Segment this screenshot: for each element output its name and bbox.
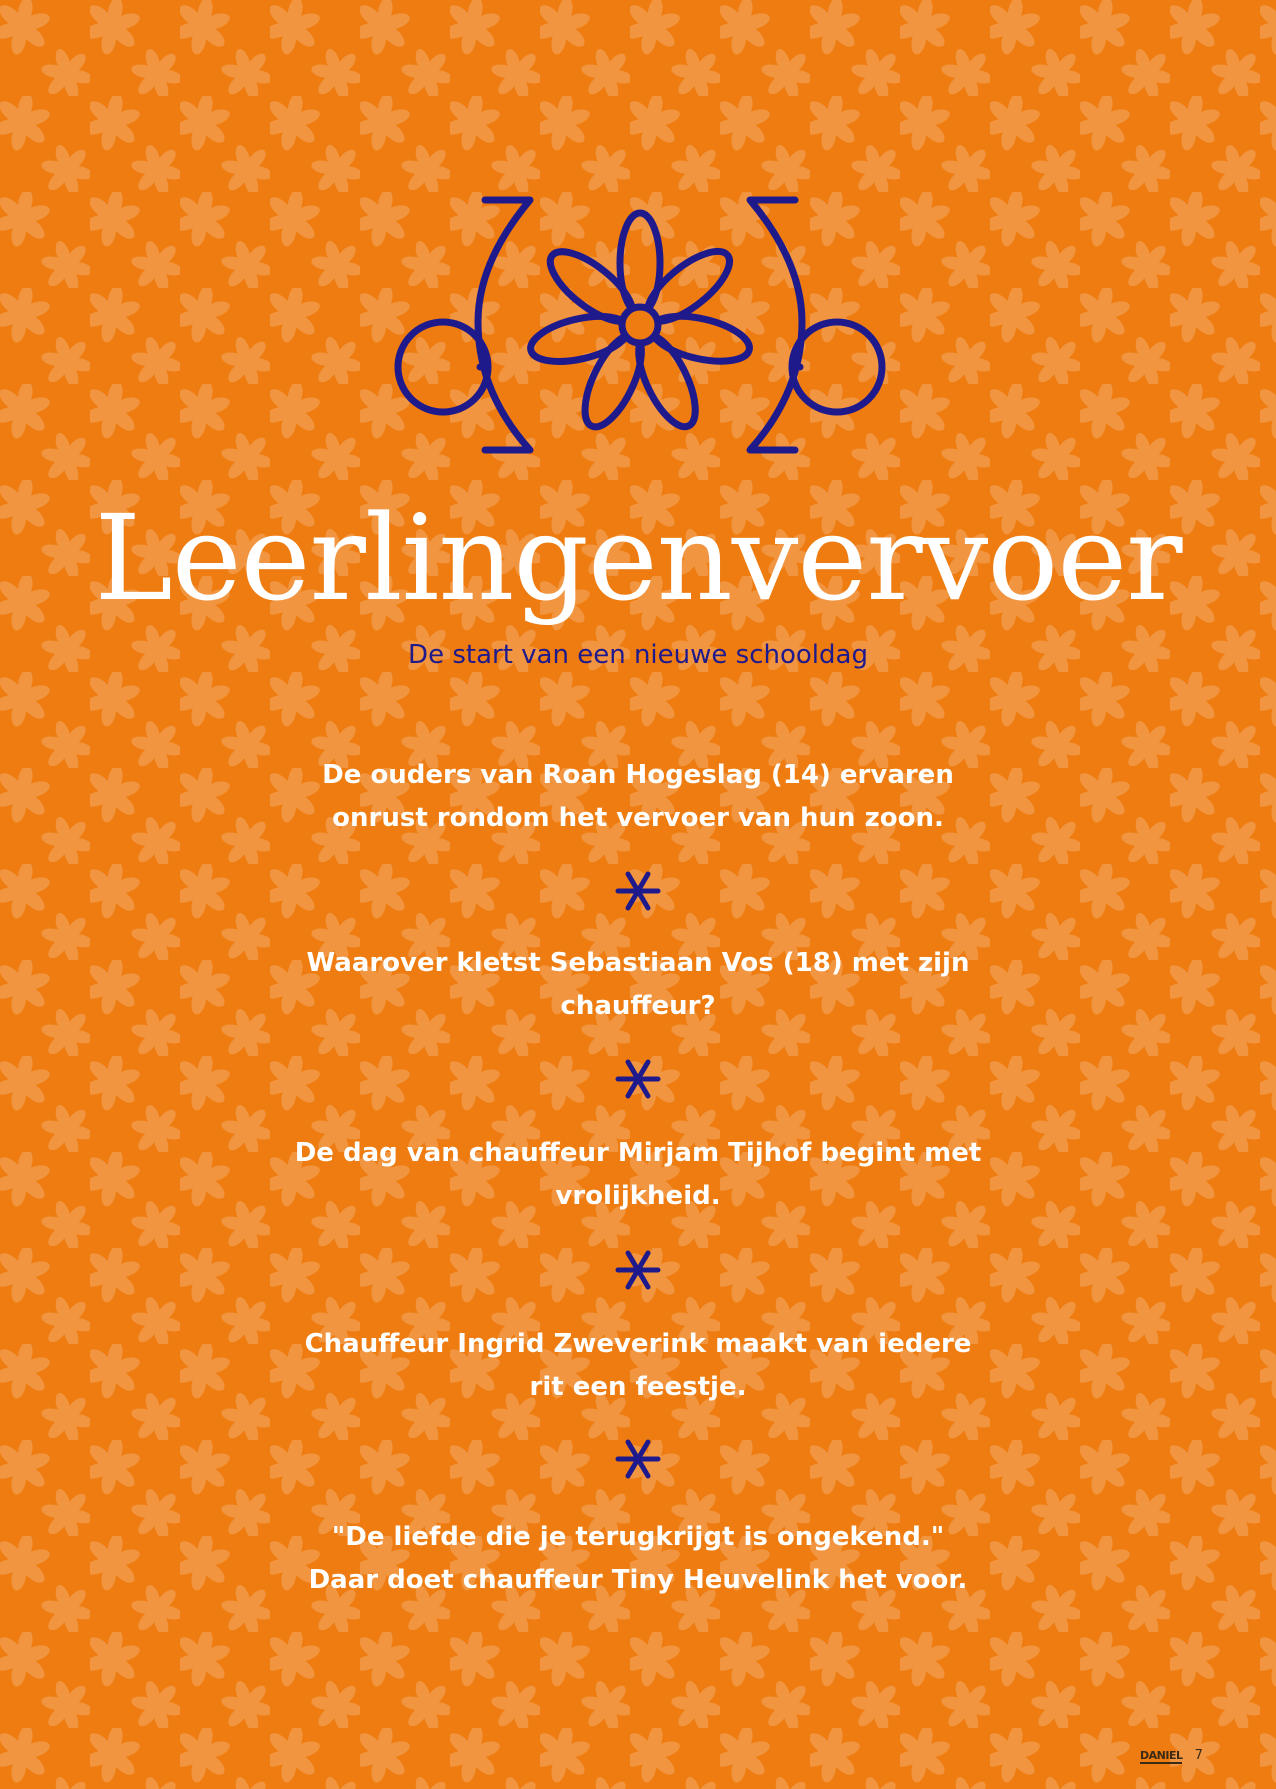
story-teaser-4 (238, 1323, 1038, 1409)
story-line: rit een feestje. (529, 1372, 747, 1402)
story-teaser-5 (238, 1516, 1038, 1602)
page-footer (1140, 1748, 1203, 1763)
story-line: Chauffeur Ingrid Zweverink maakt van iedere (304, 1329, 972, 1359)
page-title: Leerlingenvervoer (94, 489, 1182, 627)
magazine-brand: DANIEL (1140, 1749, 1183, 1762)
story-line: "De liefde die je terugkrijgt is ongekend." (331, 1522, 945, 1552)
story-teaser-1 (238, 754, 1038, 840)
asterisk-flower-icon (611, 1434, 665, 1484)
page-number: 7 (1194, 1748, 1203, 1763)
story-line: chauffeur? (560, 991, 716, 1021)
asterisk-flower-icon (611, 1054, 665, 1104)
page-subtitle: De start van een nieuwe schooldag (408, 640, 868, 670)
story-line: Daar doet chauffeur Tiny Heuvelink het voor. (308, 1565, 968, 1595)
story-line: De dag van chauffeur Mirjam Tijhof begint met (294, 1138, 982, 1168)
story-line: De ouders van Roan Hogeslag (14) ervaren (322, 760, 954, 790)
story-teaser-3 (238, 1132, 1038, 1218)
asterisk-flower-icon (611, 1245, 665, 1295)
story-line: onrust rondom het vervoer van hun zoon. (332, 803, 944, 833)
story-teaser-2 (238, 942, 1038, 1028)
flower-with-wheels-logo (390, 192, 890, 462)
asterisk-flower-icon (611, 866, 665, 916)
story-line: Waarover kletst Sebastiaan Vos (18) met zijn (306, 948, 970, 978)
story-line: vrolijkheid. (555, 1181, 721, 1211)
